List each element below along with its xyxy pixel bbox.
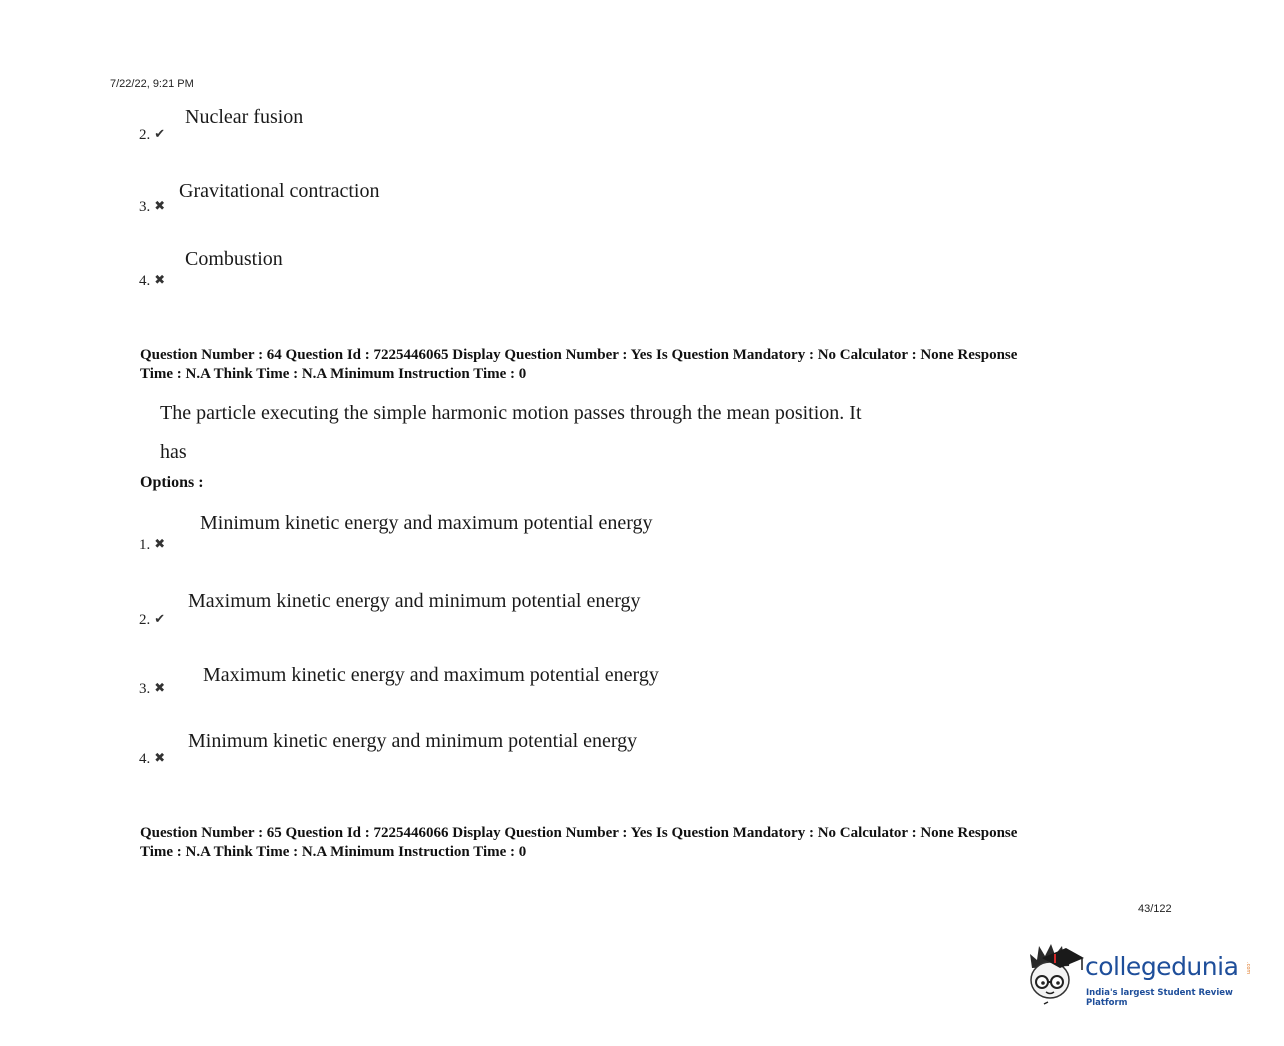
question-65-meta (140, 824, 1170, 862)
print-timestamp: 7/22/22, 9:21 PM (110, 78, 194, 90)
question-meta-line: Question Number : 64 Question Id : 7225446065 Display Question Number : Yes Is Question Mandatory : No Calculator : None Response (140, 347, 1018, 363)
options-label: Options : (140, 474, 204, 491)
option-text: Gravitational contraction (179, 180, 380, 202)
option-text: Maximum kinetic energy and minimum potential energy (188, 590, 641, 612)
option-text: Combustion (185, 248, 283, 270)
question-meta-line: Time : N.A Think Time : N.A Minimum Instruction Time : 0 (140, 366, 527, 382)
cross-icon: ✖ (154, 680, 166, 695)
logo-wordmark: collegedunia (1085, 952, 1239, 981)
cross-icon: ✖ (154, 198, 166, 213)
option-number: 4. ✖ (139, 750, 166, 767)
check-icon: ✔ (154, 126, 166, 141)
question-meta-line: Question Number : 65 Question Id : 7225446066 Display Question Number : Yes Is Question Mandatory : No Calculator : None Response (140, 825, 1018, 841)
option-text: Maximum kinetic energy and maximum potential energy (203, 664, 659, 686)
option-number: 2. ✔ (139, 126, 166, 143)
option-number: 1. ✖ (139, 536, 166, 553)
check-icon: ✔ (154, 611, 166, 626)
question-meta-line: Time : N.A Think Time : N.A Minimum Instruction Time : 0 (140, 844, 527, 860)
option-number: 3. ✖ (139, 198, 166, 215)
question-text: The particle executing the simple harmonic motion passes through the mean position. It (160, 402, 862, 424)
option-text: Nuclear fusion (185, 106, 304, 128)
option-number: 4. ✖ (139, 272, 166, 289)
logo-tagline: India's largest Student Review Platform (1086, 988, 1233, 1008)
option-text: Minimum kinetic energy and minimum potential energy (188, 730, 638, 752)
mascot-icon (1024, 940, 1086, 1010)
question-text-continued: has (160, 441, 187, 463)
page-number: 43/122 (1138, 903, 1172, 915)
option-text: Minimum kinetic energy and maximum potential energy (200, 512, 653, 534)
option-number: 2. ✔ (139, 611, 166, 628)
logo-domain-suffix: .com (1245, 962, 1251, 975)
cross-icon: ✖ (154, 536, 166, 551)
cross-icon: ✖ (154, 750, 166, 765)
collegedunia-logo (1024, 940, 1254, 1010)
question-meta (140, 346, 1170, 384)
cross-icon: ✖ (154, 272, 166, 287)
option-number: 3. ✖ (139, 680, 166, 697)
